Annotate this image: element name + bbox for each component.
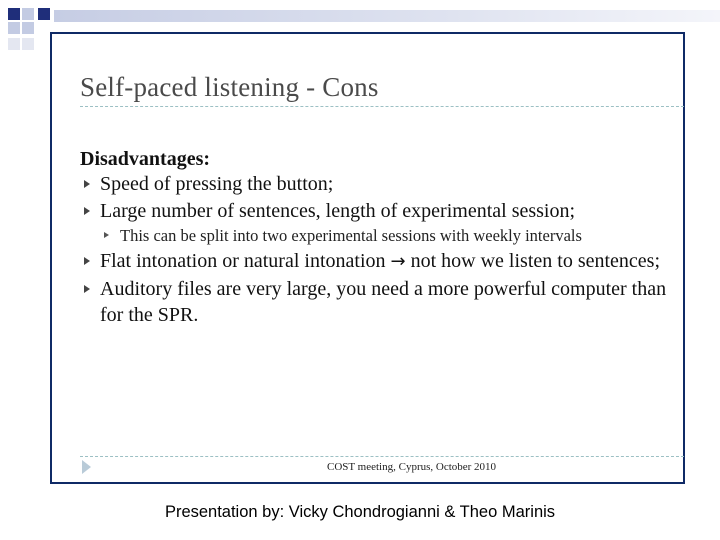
corner-square-faint [22,38,34,50]
bullet-triangle-icon [84,180,90,188]
footer-divider [80,456,684,457]
bullet-item [80,248,680,276]
presentation-caption: Presentation by: Vicky Chondrogianni & Theo Marinis [164,503,556,521]
corner-square-light [8,22,20,34]
slide-footer: COST meeting, Cyprus, October 2010 [327,461,497,473]
footer-triangle-icon [82,460,91,474]
top-decorative-bar [54,10,720,22]
bullet-list [80,171,680,329]
slide-title: Self-paced listening - Cons [80,72,379,102]
bullet-triangle-icon [84,285,90,293]
bullet-item [80,171,680,198]
title-divider [80,106,684,107]
corner-square-light [22,8,34,20]
right-arrow-icon: → [390,251,406,272]
slide-frame [50,32,685,484]
corner-square-dark [8,8,20,20]
bullet-text: Large number of sentences, length of experimental session; [100,199,576,222]
bullet-triangle-icon [84,257,90,265]
corner-square-faint [8,38,20,50]
bullet-triangle-icon [84,207,90,215]
bullet-text-part: not how we listen to sentences; [405,250,661,272]
section-heading: Disadvantages: [80,148,211,170]
bullet-item [80,198,680,225]
sub-bullet-item [80,224,680,248]
sub-bullet-text: This can be split into two experimental sessions with weekly intervals [120,226,582,245]
bullet-item [80,276,680,329]
corner-square-dark [38,8,50,20]
bullet-text: Speed of pressing the button; [100,173,334,195]
bullet-text: Auditory files are very large, you need a more powerful computer than for the SPR. [100,277,667,326]
bullet-text-part: Flat intonation or natural intonation [100,250,391,272]
bullet-triangle-icon [104,232,109,238]
corner-square-light [22,22,34,34]
